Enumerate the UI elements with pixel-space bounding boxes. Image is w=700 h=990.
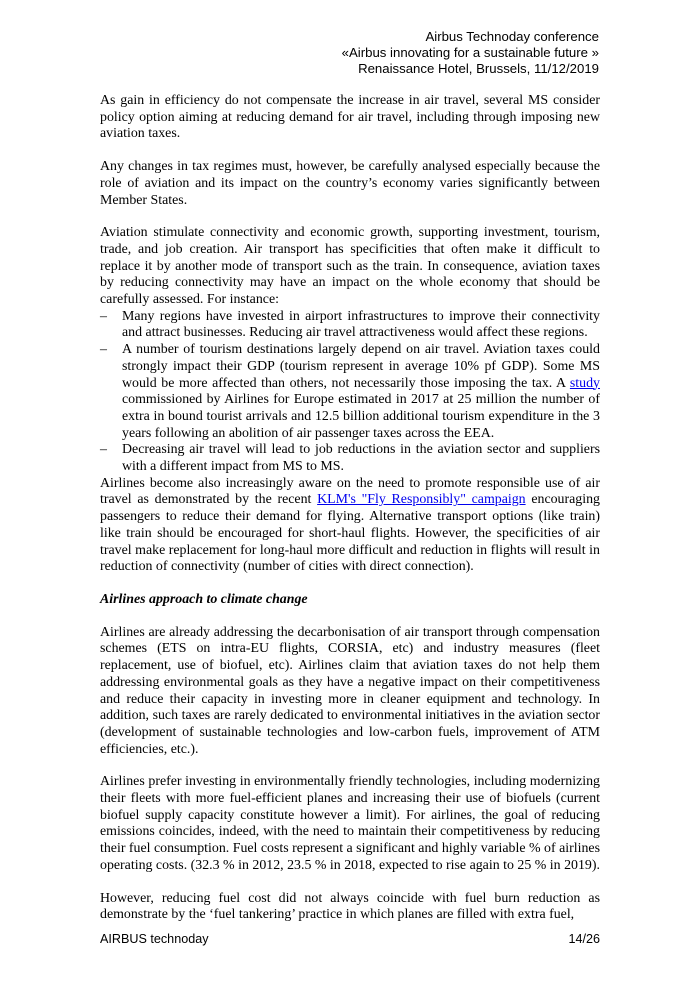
header-conference-subtitle: «Airbus innovating for a sustainable future » — [341, 45, 599, 60]
bullet-regions-text: Many regions have invested in airport infrastructures to improve their connectivity and attract businesses. Reducing air travel attractiveness would affect these regions. — [122, 308, 600, 341]
footer-document-name: AIRBUS technoday — [100, 932, 209, 946]
paragraph-responsible-use-after: encouraging passengers to reduce their demand for flying. Alternative transport options (like train) like train should be encouraged for short-haul flights. However, the specificities of air travel make replacement for long-haul more difficult and reduction in flights will result in reduction of connectivity (number of cities with direct connection). — [100, 492, 600, 575]
paragraph-responsible-use — [100, 476, 600, 576]
bullet-jobs-text: Decreasing air travel will lead to job reductions in the aviation sector and suppliers with a different impact from MS to MS. — [122, 442, 600, 475]
paragraph-tax-regimes: Any changes in tax regimes must, however, be carefully analysed especially because the role of aviation and its impact on the country’s economy varies significantly between Member States. — [100, 159, 600, 208]
document-body — [100, 93, 600, 940]
paragraph-efficiency: As gain in efficiency do not compensate the increase in air travel, several MS consider policy option aiming at reducing demand for air travel, including through imposing new aviation taxes. — [100, 93, 600, 142]
page-footer — [100, 932, 600, 946]
section-heading: Airlines approach to climate change — [100, 591, 308, 607]
bullet-tourism-text-after: commissioned by Airlines for Europe estimated in 2017 at 25 million the number of extra in bound tourist arrivals and 12.5 billion additional tourism expenditure in the 3 years following an abolition of air passenger taxes across the EEA. — [122, 392, 600, 441]
header-venue-date: Renaissance Hotel, Brussels, 11/12/2019 — [358, 61, 599, 76]
paragraph-technologies: Airlines prefer investing in environmentally friendly technologies, including modernizing their fleets with more fuel-efficient planes and increasing their use of biofuels (current biofuel supply capacity constitute however a limit). For airlines, the goal of reducing emissions coincides, indeed, with the need to maintain their competitiveness by reducing their fuel consumption. Fuel costs represent a significant and highly variable % of airlines operating costs. (32.3 % in 2012, 23.5 % in 2018, expected to rise again to 25 % in 2019). — [100, 774, 600, 873]
bullet-tourism — [100, 342, 600, 442]
impact-bullet-list — [100, 309, 600, 476]
paragraph-connectivity: Aviation stimulate connectivity and economic growth, supporting investment, tourism, trade, and job creation. Air transport has specificities that often make it difficult to replace it by another mode of transport such as the train. In consequence, aviation taxes by reducing connectivity may have an impact on the whole economy that should be carefully assessed. For instance: — [100, 225, 600, 308]
study-link[interactable]: study — [569, 375, 600, 391]
paragraph-decarbonisation: Airlines are already addressing the decarbonisation of air transport through compensation schemes (ETS on intra-EU flights, CORSIA, etc) and industry measures (fleet replacement, use of biofuel, etc). Airlines claim that aviation taxes do not help them addressing environmental goals as they have a negative impact on their competitiveness and reduce their capacity in investing more in cleaner equipment and technology. In addition, such taxes are rarely dedicated to environmental initiatives in the aviation sector (development of sustainable technologies and low-carbon fuels, improvement of ATM efficiencies, etc.). — [100, 624, 600, 757]
bullet-tourism-text-before: A number of tourism destinations largely depend on air travel. Aviation taxes could strongly impact their GDP (tourism represent in average 10% pf GDP). Some MS would be more affected than others, not necessarily those imposing the tax. A — [122, 342, 600, 391]
header-conference-title: Airbus Technoday conference — [425, 29, 599, 44]
page-header — [342, 29, 599, 77]
dash-marker: – — [100, 342, 107, 358]
paragraph-responsible-use-before: Airlines become also increasingly aware on the need to promote responsible use of air travel as demonstrated by the recent — [100, 475, 600, 508]
dash-marker: – — [100, 308, 107, 324]
bullet-jobs — [100, 442, 600, 475]
bullet-regions — [100, 309, 600, 342]
klm-campaign-link[interactable]: KLM's "Fly Responsibly" campaign — [317, 492, 526, 508]
page-number: 14/26 — [568, 932, 600, 946]
dash-marker: – — [100, 442, 107, 458]
paragraph-fuel-tankering: However, reducing fuel cost did not always coincide with fuel burn reduction as demonstrate by the ‘fuel tankering’ practice in which planes are filled with extra fuel, — [100, 890, 600, 923]
